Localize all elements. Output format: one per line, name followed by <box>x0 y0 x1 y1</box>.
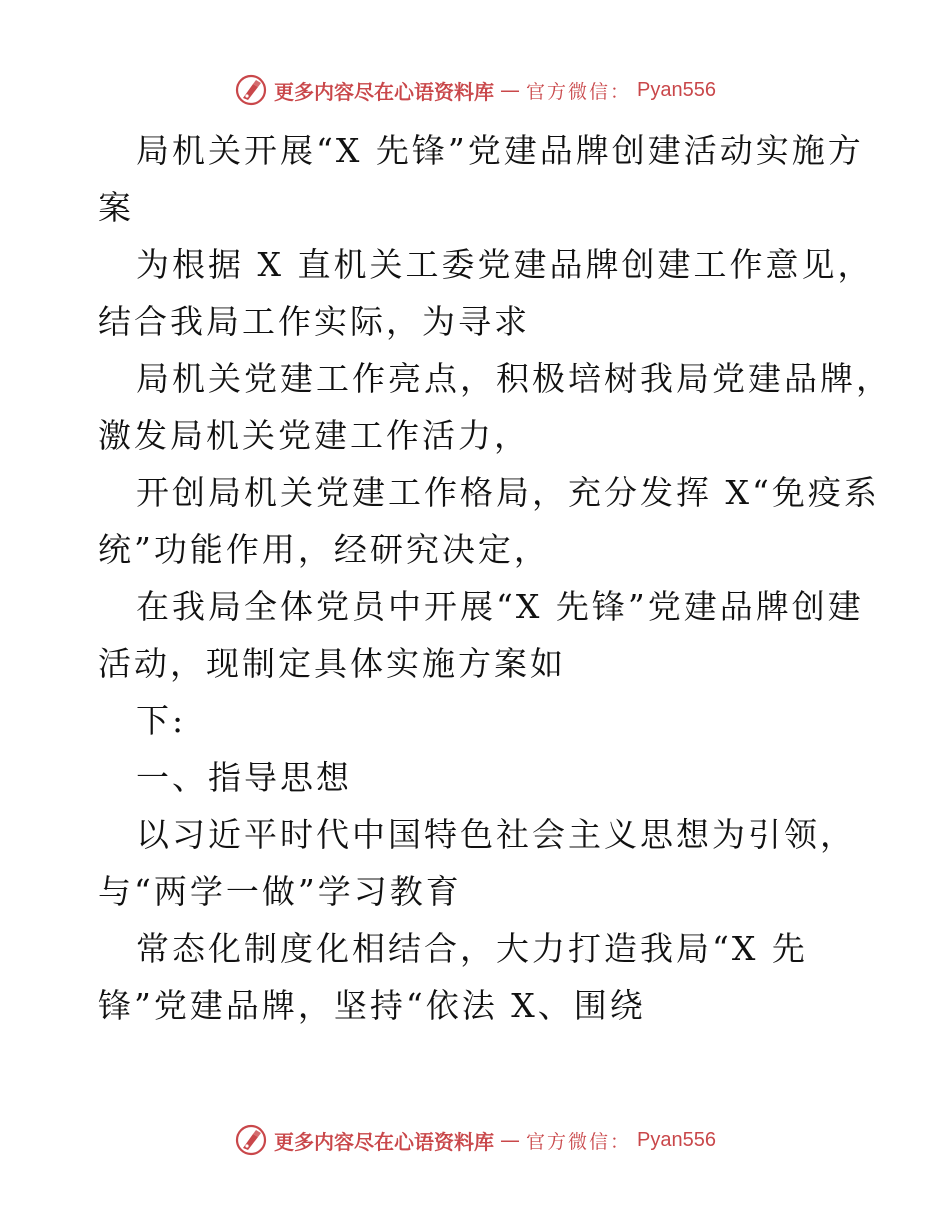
document-line: 一、指导思想 <box>136 758 352 797</box>
document-line: 下: <box>136 701 187 740</box>
pen-nib-logo-icon <box>234 1123 268 1157</box>
document-line: 以习近平时代中国特色社会主义思想为引领， <box>136 815 856 854</box>
watermark-site-name: 更多内容尽在心语资料库 <box>274 1129 494 1154</box>
header-watermark <box>0 70 950 110</box>
document-line: 开创局机关党建工作格局，充分发挥 X“免疫系 <box>136 473 880 512</box>
document-body <box>98 122 892 1034</box>
footer-watermark <box>0 1120 950 1160</box>
watermark-dash: — <box>500 1128 520 1152</box>
watermark-site-name: 更多内容尽在心语资料库 <box>274 79 494 104</box>
watermark-wechat-id: Pyan556 <box>637 1128 716 1151</box>
document-line: 常态化制度化相结合，大力打造我局“X 先 <box>136 929 808 968</box>
document-line: 为根据 X 直机关工委党建品牌创建工作意见， <box>136 245 874 284</box>
watermark-dash: — <box>500 78 520 102</box>
document-line: 激发局机关党建工作活力， <box>98 416 530 455</box>
document-line: 局机关党建工作亮点，积极培树我局党建品牌， <box>136 359 892 398</box>
document-line: 锋”党建品牌，坚持“依法 X、围绕 <box>98 986 646 1025</box>
watermark-wechat-label: 官方微信： <box>526 1130 632 1153</box>
document-line: 统”功能作用，经研究决定， <box>98 530 550 569</box>
document-line: 案 <box>98 188 134 227</box>
pen-nib-logo-icon <box>234 73 268 107</box>
document-line: 局机关开展“X 先锋”党建品牌创建活动实施方 <box>136 131 864 170</box>
document-line: 在我局全体党员中开展“X 先锋”党建品牌创建 <box>136 587 864 626</box>
watermark-wechat-label: 官方微信： <box>526 80 632 103</box>
document-line: 结合我局工作实际，为寻求 <box>98 302 530 341</box>
document-line: 活动，现制定具体实施方案如 <box>98 644 566 683</box>
watermark-wechat-id: Pyan556 <box>637 78 716 101</box>
document-line: 与“两学一做”学习教育 <box>98 872 462 911</box>
